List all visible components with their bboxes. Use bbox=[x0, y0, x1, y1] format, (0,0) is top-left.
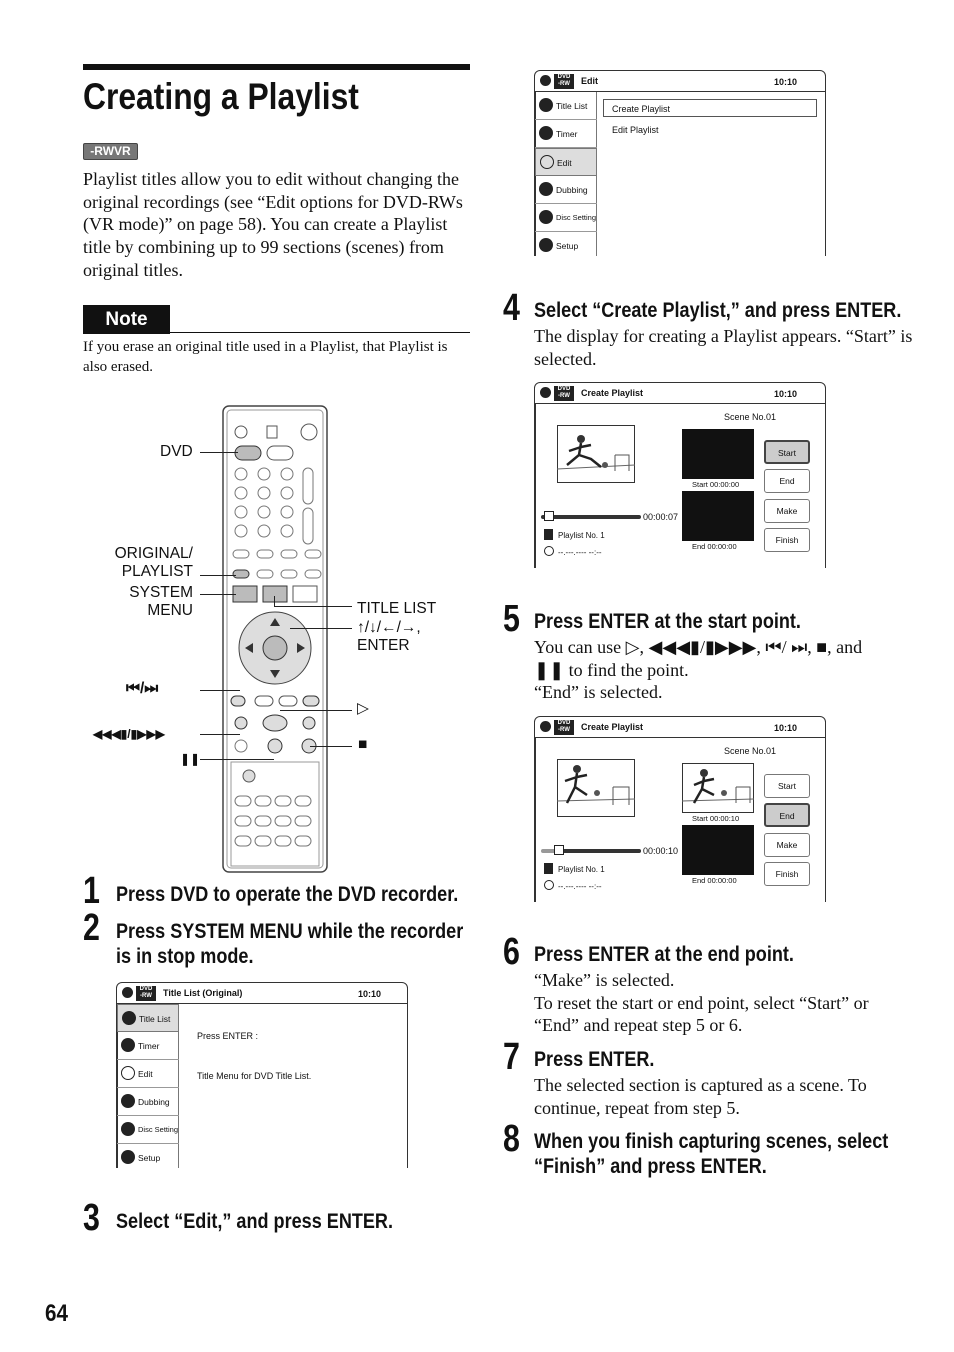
screen-right-border bbox=[825, 738, 827, 902]
step-4-title: Select “Create Playlist,” and press ENTER. bbox=[534, 299, 902, 322]
step-6-text: “Make” is selected. To reset the start or end point, select “Start” or “End” and repeat step 5 or 6. bbox=[534, 970, 869, 1036]
step-7-number: 7 bbox=[503, 1036, 520, 1078]
leader-original-playlist bbox=[200, 575, 236, 576]
end-frame bbox=[682, 491, 754, 541]
playlist-icon bbox=[544, 863, 553, 874]
leader-arrows bbox=[290, 628, 352, 629]
clock-readout: --.---.---- --:-- bbox=[558, 882, 602, 891]
dvd-rw-badge: DVD -RW bbox=[554, 74, 574, 89]
seek-position-icon bbox=[544, 511, 554, 521]
step-8-title: When you finish capturing scenes, select “Finish” and press ENTER. bbox=[534, 1130, 889, 1178]
label-rew-ff: ◀◀◀▮/▮▶▶▶ bbox=[93, 727, 165, 741]
seek-time: 00:00:10 bbox=[643, 846, 679, 856]
end-button[interactable]: End bbox=[764, 803, 810, 827]
menu-item-disc-setting[interactable]: Disc Setting bbox=[535, 204, 597, 232]
step-2-title: Press SYSTEM MENU while the recorder is in stop mode. bbox=[116, 920, 464, 968]
start-frame-thumbnail bbox=[682, 763, 754, 813]
menu-item-timer[interactable]: Timer bbox=[117, 1032, 179, 1060]
menu-item-dubbing[interactable]: Dubbing bbox=[117, 1088, 179, 1116]
playlist-icon bbox=[544, 529, 553, 540]
step-5-title: Press ENTER at the start point. bbox=[534, 610, 801, 633]
end-time: End 00:00:00 bbox=[692, 876, 737, 885]
step-4-number: 4 bbox=[503, 287, 520, 329]
disc-icon bbox=[122, 987, 133, 998]
scene-number: Scene No.01 bbox=[724, 746, 777, 756]
menu-item-title-list[interactable]: Title List bbox=[535, 92, 597, 120]
dvd-rw-badge: DVD -RW bbox=[136, 986, 156, 1001]
timer-icon bbox=[539, 126, 553, 140]
step-1-title: Press DVD to operate the DVD recorder. bbox=[116, 883, 459, 906]
screen-title: Create Playlist bbox=[581, 722, 644, 732]
label-arrows-enter: ↑/↓/←/→, ENTER bbox=[357, 619, 421, 654]
soccer-thumbnail bbox=[557, 759, 635, 817]
menu-item-setup[interactable]: Setup bbox=[117, 1144, 179, 1172]
menu-item-edit[interactable]: Edit bbox=[535, 148, 597, 176]
step-6-title: Press ENTER at the end point. bbox=[534, 943, 794, 966]
menu-item-disc-setting[interactable]: Disc Setting bbox=[117, 1116, 179, 1144]
title-list-icon bbox=[122, 1011, 136, 1025]
title-list-icon bbox=[539, 98, 553, 112]
label-pause: ❚❚ bbox=[180, 752, 201, 766]
leader-system-menu bbox=[200, 594, 236, 595]
step-2-number: 2 bbox=[83, 907, 100, 949]
dubbing-icon bbox=[121, 1094, 135, 1108]
clock-time: 10:10 bbox=[773, 389, 797, 399]
screen-header bbox=[534, 382, 826, 404]
leader-rew-ff bbox=[200, 734, 240, 735]
finish-button[interactable]: Finish bbox=[764, 528, 810, 552]
step-1-number: 1 bbox=[83, 870, 100, 912]
label-system-menu: SYSTEM MENU bbox=[129, 584, 193, 619]
label-title-list: TITLE LIST bbox=[357, 600, 437, 617]
option-create-playlist[interactable]: Create Playlist bbox=[603, 99, 817, 117]
step-7-title: Press ENTER. bbox=[534, 1048, 655, 1071]
clock-time: 10:10 bbox=[773, 723, 797, 733]
step-5-number: 5 bbox=[503, 598, 520, 640]
screen-title: Edit bbox=[581, 76, 598, 86]
screen-left-border bbox=[534, 738, 536, 902]
screen-header bbox=[534, 716, 826, 738]
clock-time: 10:10 bbox=[357, 989, 381, 999]
seek-position-icon bbox=[554, 845, 564, 855]
disc-icon bbox=[540, 721, 551, 732]
menu-item-title-list[interactable]: Title List bbox=[117, 1004, 179, 1032]
disc-setting-icon bbox=[121, 1122, 135, 1136]
intro-paragraph: Playlist titles allow you to edit without changing the original recordings (see “Edit options for DVD-RWs (VR mode)” on page 58). You can create a Playlist title by combining up to 99 sections (scenes) from original titles. bbox=[83, 169, 463, 280]
label-stop: ■ bbox=[358, 736, 368, 753]
menu-item-setup[interactable]: Setup bbox=[535, 232, 597, 260]
step-3-title: Select “Edit,” and press ENTER. bbox=[116, 1210, 394, 1233]
option-edit-playlist[interactable]: Edit Playlist bbox=[612, 125, 659, 135]
screen-left-border bbox=[534, 404, 536, 568]
remote-illustration bbox=[221, 404, 331, 874]
end-time: End 00:00:00 bbox=[692, 542, 737, 551]
screen-title: Create Playlist bbox=[581, 388, 644, 398]
label-play: ▷ bbox=[357, 700, 369, 717]
label-original-playlist: ORIGINAL/ PLAYLIST bbox=[114, 545, 193, 580]
leader-title-list-h bbox=[274, 606, 352, 607]
note-rule bbox=[170, 332, 470, 333]
menu-item-dubbing[interactable]: Dubbing bbox=[535, 176, 597, 204]
info-line-1: Press ENTER : bbox=[197, 1031, 259, 1041]
setup-icon bbox=[121, 1150, 135, 1164]
screen-right-border bbox=[407, 1004, 409, 1168]
scissors-icon bbox=[121, 1066, 135, 1080]
leader-dvd bbox=[200, 452, 238, 453]
playlist-number: Playlist No. 1 bbox=[558, 865, 605, 874]
label-dvd: DVD bbox=[160, 443, 193, 460]
dvd-rw-badge: DVD -RW bbox=[554, 720, 574, 735]
screen-header bbox=[534, 70, 826, 92]
leader-stop bbox=[310, 746, 352, 747]
info-line-2: Title Menu for DVD Title List. bbox=[197, 1071, 312, 1081]
screen-edit bbox=[534, 70, 826, 256]
menu-item-edit[interactable]: Edit bbox=[117, 1060, 179, 1088]
end-button[interactable]: End bbox=[764, 469, 810, 493]
leader-title-list bbox=[274, 596, 276, 606]
playlist-number: Playlist No. 1 bbox=[558, 531, 605, 540]
clock-time: 10:10 bbox=[773, 77, 797, 87]
step-6-number: 6 bbox=[503, 931, 520, 973]
clock-readout: --.---.---- --:-- bbox=[558, 548, 602, 557]
title-rule bbox=[83, 64, 470, 70]
start-button[interactable]: Start bbox=[764, 440, 810, 464]
menu-item-timer[interactable]: Timer bbox=[535, 120, 597, 148]
screen-right-border bbox=[825, 404, 827, 568]
scene-number: Scene No.01 bbox=[724, 412, 777, 422]
timer-icon bbox=[121, 1038, 135, 1052]
step-7-text: The selected section is captured as a scene. To continue, repeat from step 5. bbox=[534, 1075, 867, 1118]
end-frame bbox=[682, 825, 754, 875]
note-label: Note bbox=[83, 305, 170, 334]
screen-title: Title List (Original) bbox=[163, 988, 243, 998]
start-frame bbox=[682, 429, 754, 479]
disc-icon bbox=[540, 75, 551, 86]
screen-title-list bbox=[116, 982, 408, 1168]
step-8-number: 8 bbox=[503, 1118, 520, 1160]
clock-icon bbox=[544, 546, 554, 556]
step-3-number: 3 bbox=[83, 1197, 100, 1239]
make-button[interactable]: Make bbox=[764, 499, 810, 523]
note-text: If you erase an original title used in a Playlist, that Playlist is also erased. bbox=[83, 339, 448, 375]
start-time: Start 00:00:00 bbox=[692, 480, 740, 489]
seek-time: 00:00:07 bbox=[643, 512, 679, 522]
start-button[interactable]: Start bbox=[764, 774, 810, 798]
scissors-icon bbox=[540, 155, 554, 169]
leader-prev-next bbox=[200, 690, 240, 691]
page-number: 64 bbox=[45, 1300, 68, 1327]
soccer-thumbnail bbox=[557, 425, 635, 483]
label-prev-next: ⏮/⏭ bbox=[126, 680, 159, 697]
screen-right-border bbox=[825, 92, 827, 256]
step-5-text: You can use ▷, ◀◀◀▮/▮▶▶▶, ⏮/ ⏭, ■, and ❚❚ to find the point. “End” is selected. bbox=[534, 637, 863, 703]
make-button[interactable]: Make bbox=[764, 833, 810, 857]
disc-icon bbox=[540, 387, 551, 398]
start-time: Start 00:00:10 bbox=[692, 814, 740, 823]
clock-icon bbox=[544, 880, 554, 890]
screen-create-playlist-end bbox=[534, 716, 826, 902]
page-title: Creating a Playlist bbox=[83, 76, 359, 117]
setup-icon bbox=[539, 238, 553, 252]
screen-create-playlist-start bbox=[534, 382, 826, 568]
finish-button[interactable]: Finish bbox=[764, 862, 810, 886]
dvd-rw-badge: DVD -RW bbox=[554, 386, 574, 401]
dubbing-icon bbox=[539, 182, 553, 196]
seek-bar-selected bbox=[555, 849, 641, 853]
step-4-text: The display for creating a Playlist appears. “Start” is selected. bbox=[534, 326, 913, 369]
leader-play bbox=[280, 710, 352, 711]
rwvr-badge: -RWVR bbox=[83, 143, 138, 160]
seek-bar[interactable] bbox=[541, 515, 641, 519]
leader-pause bbox=[200, 759, 274, 760]
disc-setting-icon bbox=[539, 210, 553, 224]
screen-header bbox=[116, 982, 408, 1004]
